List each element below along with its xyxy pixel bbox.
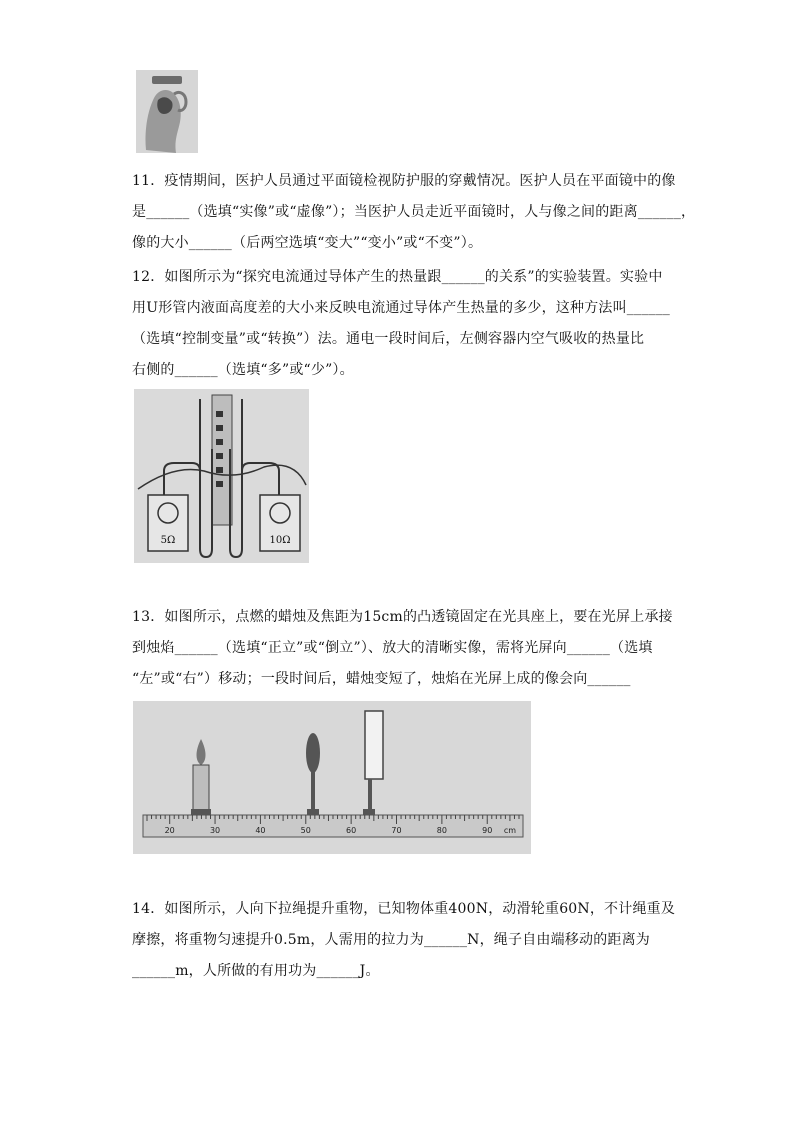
ruler-tick-label: 50 <box>300 826 311 835</box>
question-11 <box>132 166 696 259</box>
question-12 <box>132 262 670 386</box>
question-12-line-4: 右侧的______（选填“多”或“少”）。 <box>132 362 354 378</box>
hand-mirror-illustration <box>136 70 198 153</box>
mirror-figure <box>136 70 198 153</box>
ruler-tick-label: 70 <box>391 826 402 835</box>
u-tube-experiment-figure <box>134 389 309 563</box>
question-13-line-2: 到烛焰______（选填“正立”或“倒立”）、放大的清晰实像，需将光屏向______（选填 <box>132 640 653 656</box>
question-14 <box>132 894 676 987</box>
resistor-left-label: 5Ω <box>160 535 176 546</box>
candle <box>193 765 209 813</box>
light-screen <box>365 711 383 779</box>
question-12-line-2: 用U形管内液面高度差的大小来反映电流通过导体产生热量的多少，这种方法叫______ <box>132 300 670 316</box>
optical-bench-illustration <box>133 701 531 854</box>
ruler-tick-label: 80 <box>436 826 447 835</box>
question-11-line-2: 是______（选填“实像”或“虚像”）；当医护人员走近平面镜时，人与像之间的距离______， <box>132 204 696 220</box>
question-14-line-1: 14．如图所示，人向下拉绳提升重物，已知物体重400N，动滑轮重60N，不计绳重及 <box>132 901 676 917</box>
question-14-line-2: 摩擦，将重物匀速提升0.5m，人需用的拉力为______N，绳子自由端移动的距离为 <box>132 932 650 948</box>
question-12-line-3: （选填“控制变量”或“转换”）法。通电一段时间后，左侧容器内空气吸收的热量比 <box>132 331 645 347</box>
question-11-line-3: 像的大小______（后两空选填“变大”“变小”或“不变”）。 <box>132 235 483 251</box>
ruler-unit-label: cm <box>503 826 517 835</box>
u-tube-illustration <box>134 389 309 563</box>
ruler-tick-label: 90 <box>482 826 493 835</box>
ruler-tick-label: 60 <box>346 826 357 835</box>
resistor-right-label: 10Ω <box>269 535 291 546</box>
optical-bench-figure <box>133 701 531 854</box>
ruler-tick-label: 30 <box>209 826 221 835</box>
question-13-line-3: “左”或“右”）移动；一段时间后，蜡烛变短了，烛焰在光屏上成的像会向______ <box>132 671 631 687</box>
ruler-tick-label: 40 <box>255 826 266 835</box>
convex-lens <box>306 733 320 773</box>
ruler-tick-label: 20 <box>164 826 175 835</box>
question-12-line-1: 12．如图所示为“探究电流通过导体产生的热量跟______的关系”的实验装置。实验中 <box>132 269 663 285</box>
question-13-line-1: 13．如图所示，点燃的蜡烛及焦距为15cm的凸透镜固定在光具座上，要在光屏上承接 <box>132 609 673 625</box>
question-14-line-3: ______m，人所做的有用功为______J。 <box>132 963 380 979</box>
question-11-line-1: 11．疫情期间，医护人员通过平面镜检视防护服的穿戴情况。医护人员在平面镜中的像 <box>132 173 676 189</box>
